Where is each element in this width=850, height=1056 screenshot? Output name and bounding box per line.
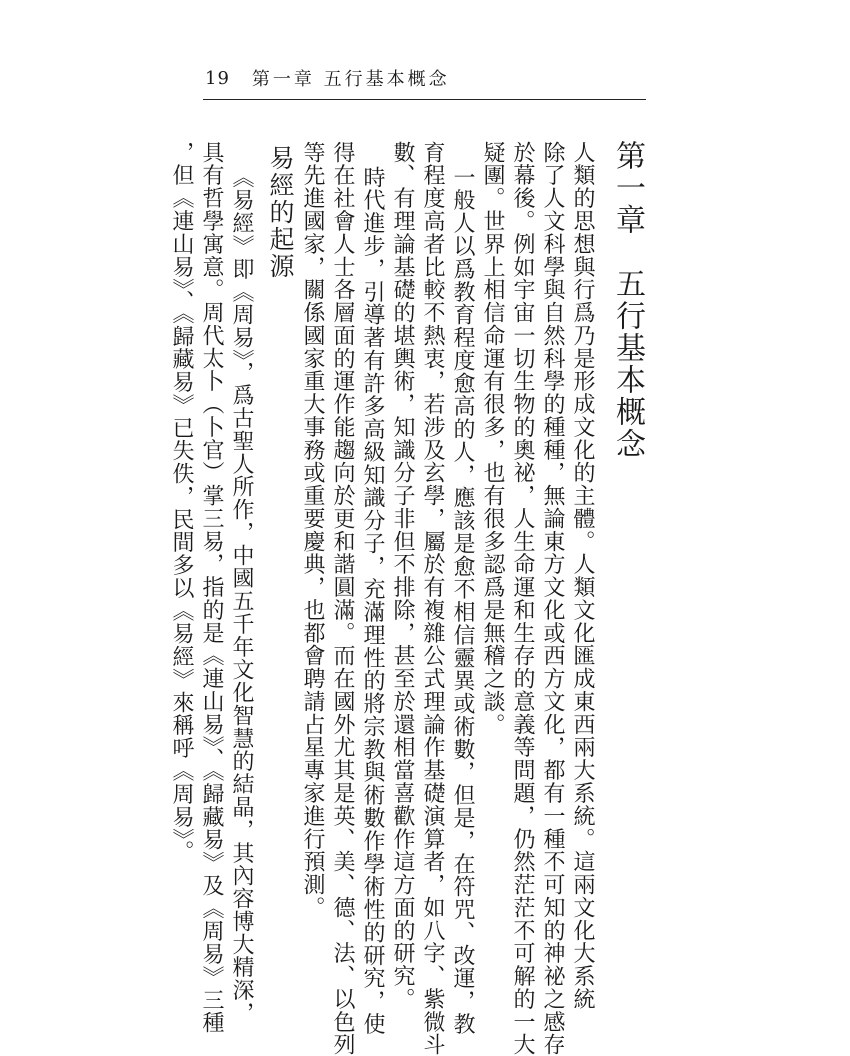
text-column: 人類的思想與行爲乃是形成文化的主體。人類文化匯成東西兩大系統。這兩文化大系統 — [570, 141, 595, 1011]
text-column: 《易經》即《周易》，爲古聖人所作，中國五千年文化智慧的結晶，其內容博大精深， — [229, 166, 254, 1025]
text-column: 育程度高者比較不熱衷，若涉及玄學，屬於有複雜公式理論作基礎演算者，如八字、紫微斗 — [420, 141, 445, 1056]
page-number: 19 — [205, 67, 230, 89]
text-column: 一般人以爲教育程度愈高的人，應該是愈不相信靈異或術數，但是，在符咒、改運，教 — [450, 166, 475, 1036]
running-header — [205, 66, 450, 90]
chapter-title: 第一章 五行基本概念 — [610, 140, 645, 460]
text-column: 除了人文科學與自然科學的種種，無論東方文化或西方文化，都有一種不可知的神祕之感存 — [540, 141, 565, 1056]
text-column: 等先進國家，關係國家重大事務或重要慶典，也都會聘請占星專家進行預測。 — [300, 141, 325, 919]
header-rule — [203, 99, 646, 100]
text-column: 疑團。世界上相信命運有很多，也有很多認爲是無稽之談。 — [480, 141, 505, 736]
text-column: ，但《連山易》、《歸藏易》已失佚，民間多以《易經》來稱呼《周易》。 — [169, 141, 194, 864]
text-column: 於幕後。例如宇宙一切生物的奧祕，人生命運和生存的意義等問題，仍然茫茫不可解的一大 — [510, 141, 535, 1056]
text-column: 時代進步，引導著有許多高級知識分子，充滿理性的將宗教與術數作學術性的研究，使 — [360, 166, 385, 1036]
text-column: 具有哲學寓意。周代太卜（卜官）掌三易，指的是《連山易》、《歸藏易》及《周易》三種 — [199, 141, 224, 1035]
text-column: 得在社會人士各層面的運作能趨向於更和諧圓滿。而在國外尤其是英、美、德、法、以色列 — [330, 141, 355, 1056]
section-title: 易經的起源 — [266, 145, 295, 280]
running-title: 第一章 五行基本概念 — [251, 69, 450, 90]
text-column: 數、有理論基礎的堪輿術，知識分子非但不排除，甚至於還相當喜歡作這方面的研究。 — [390, 141, 415, 1011]
